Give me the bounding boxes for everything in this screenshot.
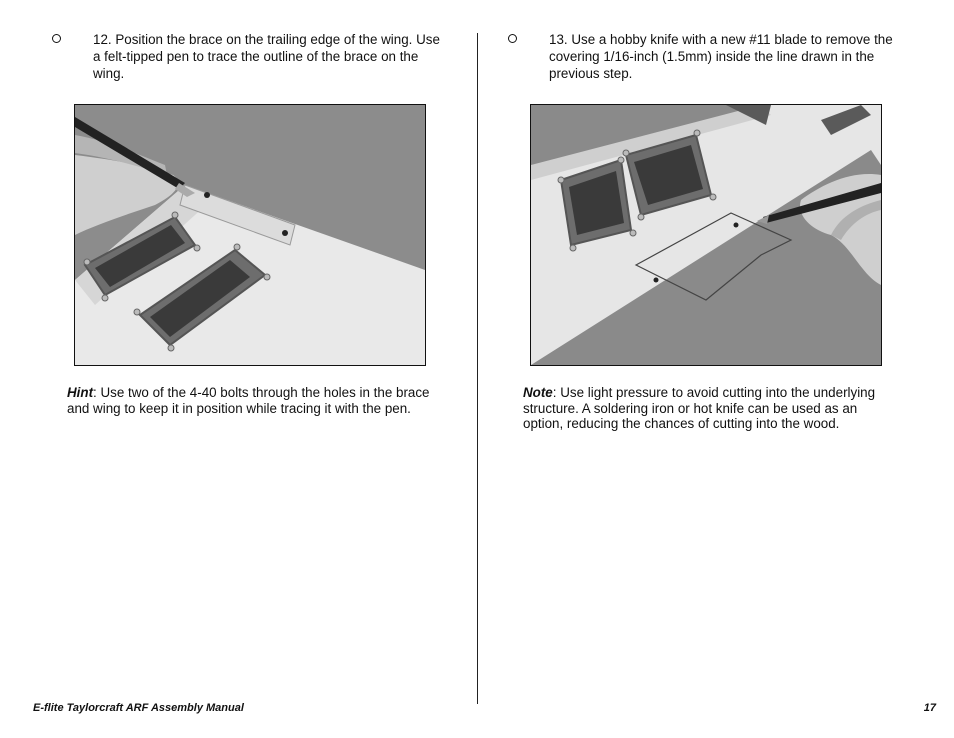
note-label: Note <box>523 385 553 400</box>
wing-brace-tracing-image <box>75 105 425 365</box>
step-12-hint <box>67 385 439 416</box>
step-12-instruction: Position the brace on the trailing edge of the wing. Use a felt-tipped pen to trace the outline of the brace on the wing. <box>93 32 440 81</box>
note-text: : Use light pressure to avoid cutting into the underlying structure. A soldering iron or hot knife can be used as an option, reducing the chances of cutting into the wood. <box>523 385 876 431</box>
step-12-photo <box>74 104 426 366</box>
step-13-text <box>549 31 898 82</box>
step-12-text <box>93 31 440 82</box>
hint-text: : Use two of the 4-40 bolts through the holes in the brace and wing to keep it in position while tracing it with the pen. <box>67 385 430 416</box>
step-13-number: 13. <box>549 32 568 47</box>
footer-manual-title: E-flite Taylorcraft ARF Assembly Manual <box>33 702 244 714</box>
step-13 <box>508 31 898 82</box>
hint-label: Hint <box>67 385 94 400</box>
step-13-note <box>523 385 888 432</box>
hobby-knife-cutting-image <box>531 105 881 365</box>
page-number: 17 <box>923 702 936 714</box>
checkbox-icon[interactable] <box>52 34 61 43</box>
step-12 <box>52 31 440 82</box>
checkbox-icon[interactable] <box>508 34 517 43</box>
column-divider <box>477 33 478 704</box>
step-13-photo <box>530 104 882 366</box>
step-13-instruction: Use a hobby knife with a new #11 blade to remove the covering 1/16-inch (1.5mm) inside the line drawn in the previous step. <box>549 32 893 81</box>
step-12-number: 12. <box>93 32 112 47</box>
